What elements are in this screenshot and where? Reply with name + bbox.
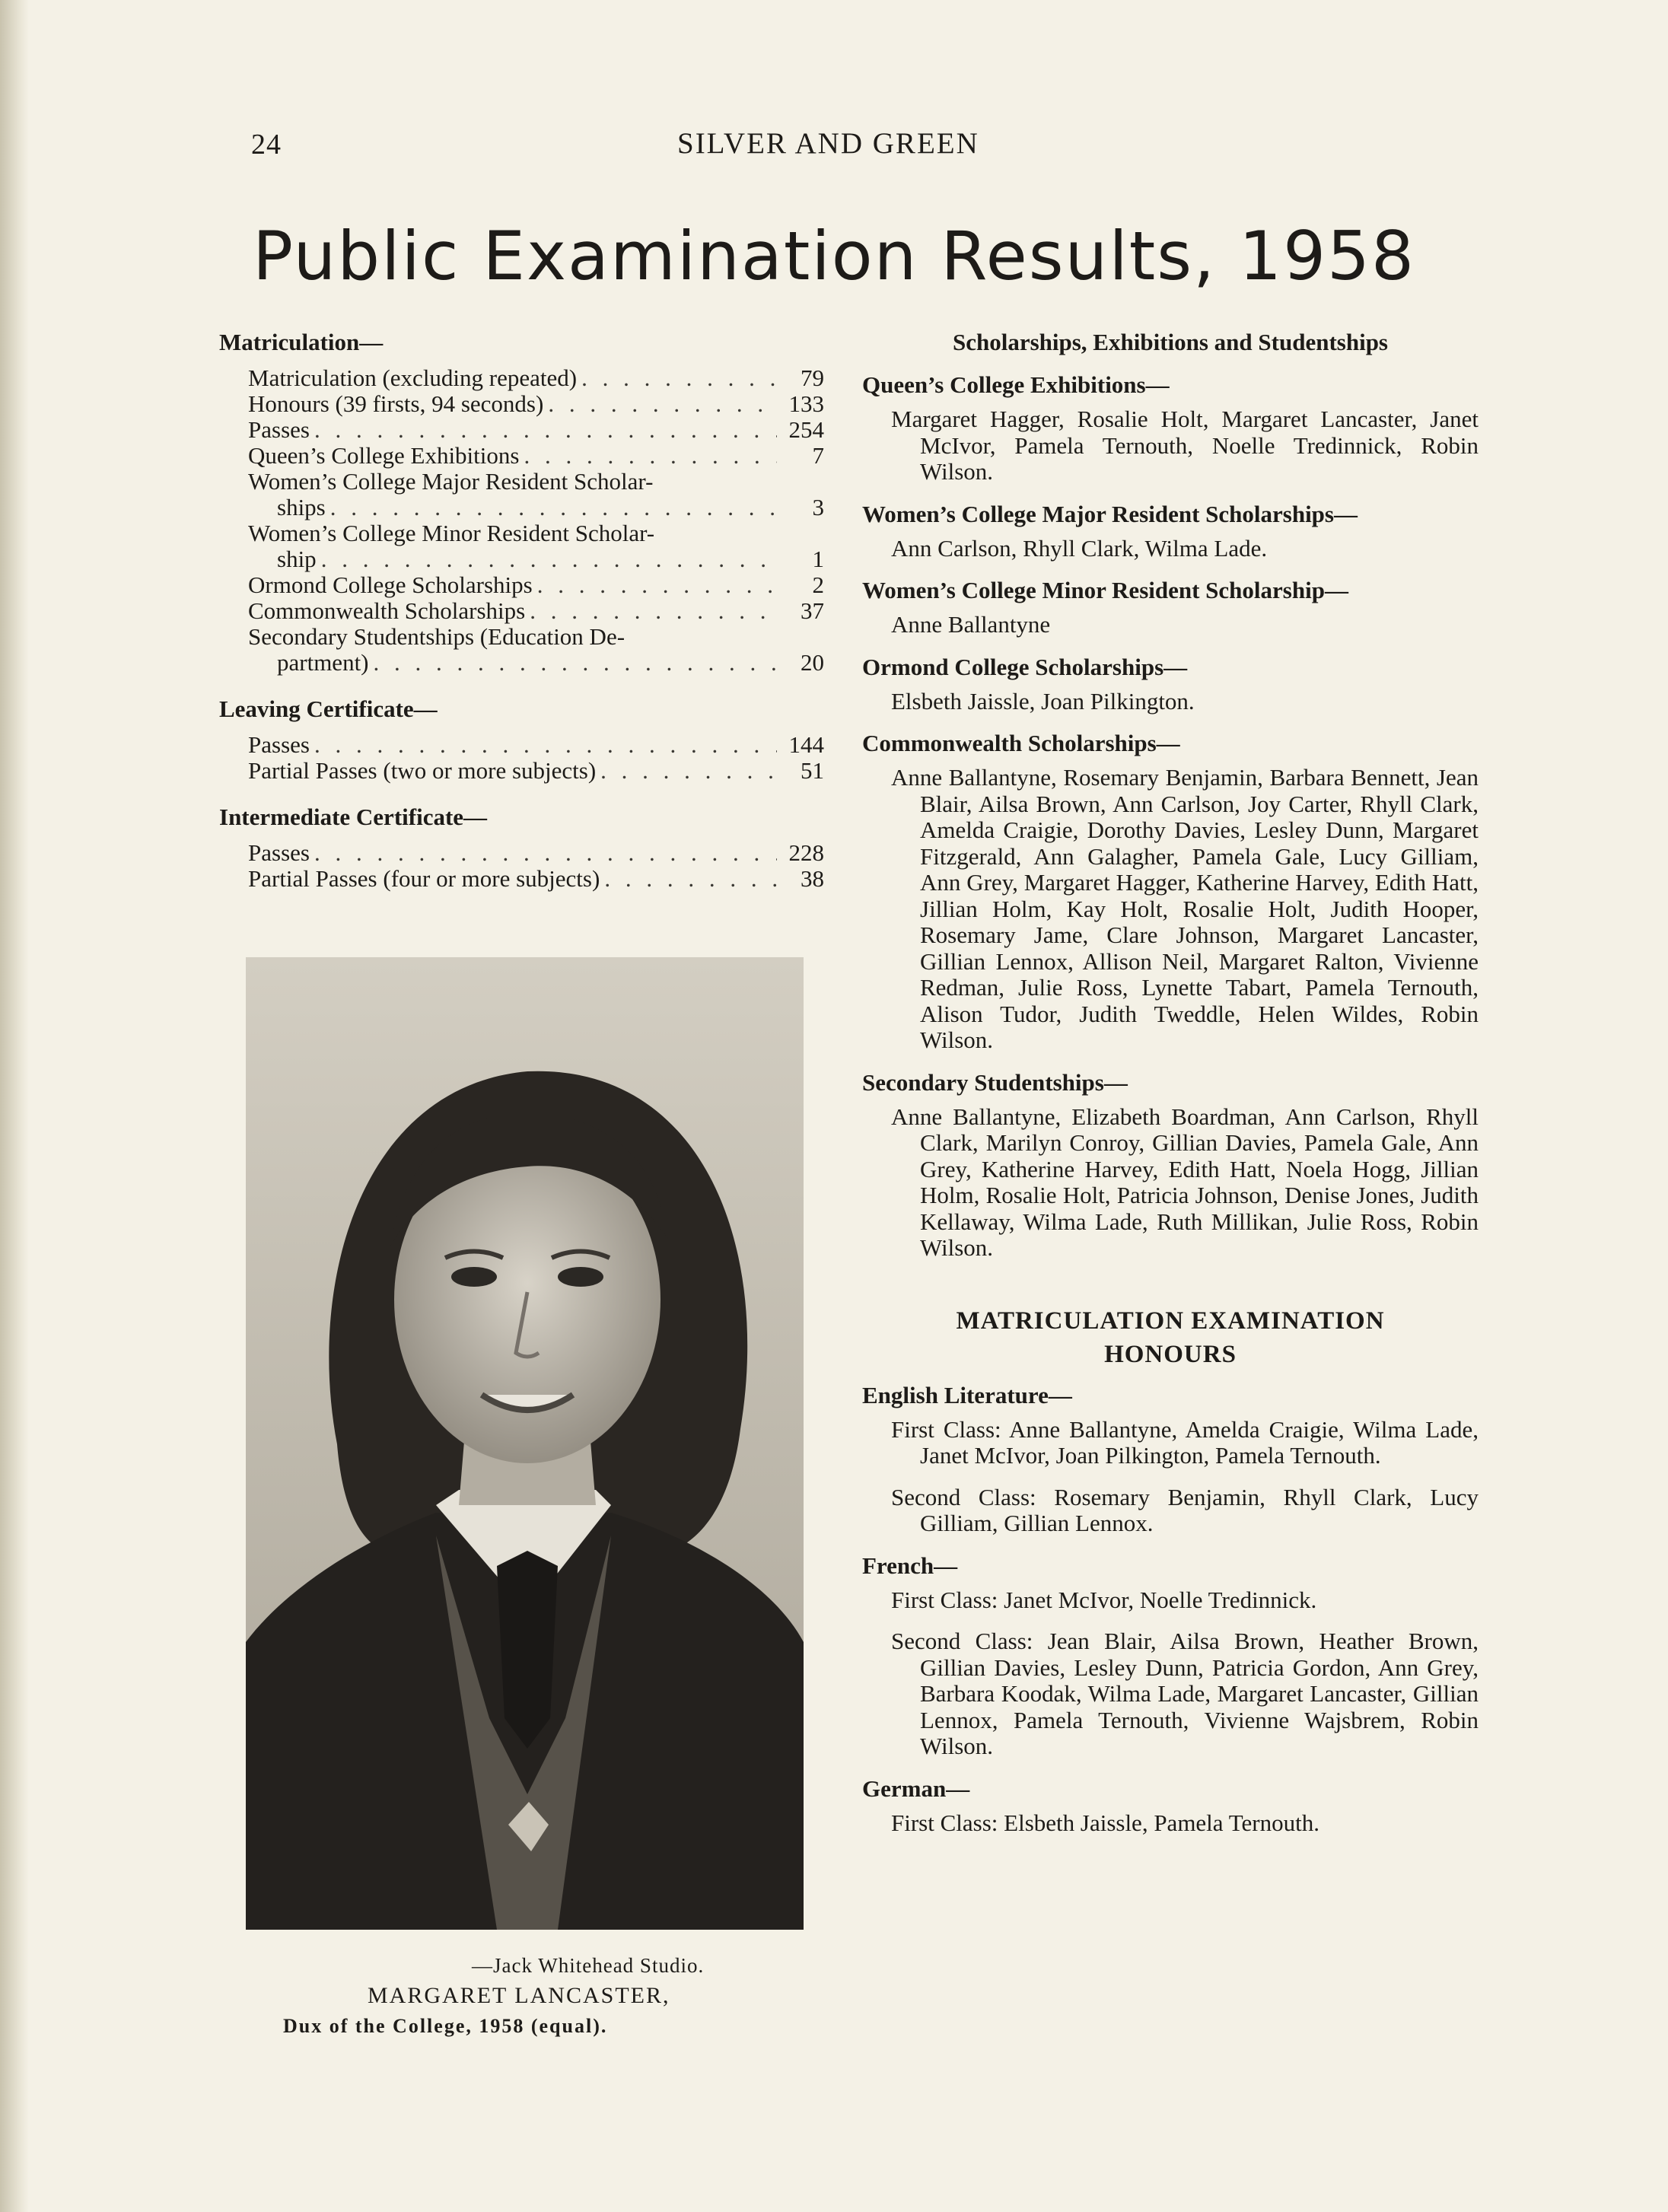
result-row	[219, 572, 824, 598]
portrait-illustration	[246, 957, 804, 1930]
row-label-cont: ships	[277, 494, 326, 520]
result-row	[219, 391, 824, 417]
row-value: 7	[812, 442, 824, 469]
honours-subject-french	[862, 1552, 1479, 1760]
row-value: 20	[801, 649, 824, 676]
section-heading: Commonwealth Scholarships—	[862, 730, 1180, 756]
row-value: 1	[812, 546, 824, 572]
scholarship-section	[862, 1069, 1479, 1262]
section-heading: Leaving Certificate—	[219, 695, 438, 722]
caption-name: MARGARET LANCASTER,	[368, 1983, 670, 2008]
section-heading: Intermediate Certificate—	[219, 804, 488, 830]
photo-credit: —Jack Whitehead Studio.	[472, 1954, 705, 1977]
subject-heading: German—	[862, 1774, 970, 1802]
result-row	[219, 840, 824, 866]
subject-heading: English Literature—	[862, 1381, 1072, 1408]
row-value: 2	[812, 571, 824, 598]
row-value: 3	[812, 494, 824, 520]
section-heading: Women’s College Minor Resident Scholarship—	[862, 577, 1348, 603]
second-class: Second Class: Rosemary Benjamin, Rhyll Clark, Lucy Gilliam, Gillian Lennox.	[891, 1483, 1479, 1536]
row-label: Women’s College Minor Resident Scholar-	[248, 520, 655, 546]
page-number: 24	[251, 129, 282, 161]
row-label: Queen’s College Exhibitions	[248, 442, 520, 469]
result-row	[219, 365, 824, 391]
result-row	[219, 520, 824, 572]
section-heading: Queen’s College Exhibitions—	[862, 371, 1170, 398]
row-label: Matriculation (excluding repeated)	[248, 364, 578, 391]
honours-title-line1: MATRICULATION EXAMINATION	[956, 1307, 1385, 1335]
result-row	[219, 624, 824, 676]
names-list: Anne Ballantyne	[891, 611, 1051, 638]
results-column	[219, 329, 824, 912]
row-label: Women’s College Major Resident Scholar-	[248, 468, 654, 495]
result-row	[219, 443, 824, 469]
row-label: Partial Passes (four or more subjects)	[248, 865, 600, 892]
row-label: Secondary Studentships (Education De-	[248, 623, 626, 650]
row-label: Ormond College Scholarships	[248, 571, 533, 598]
section-heading: Matriculation—	[219, 329, 384, 355]
row-value: 144	[788, 731, 824, 758]
names-list: Ann Carlson, Rhyll Clark, Wilma Lade.	[891, 534, 1268, 562]
row-value: 79	[801, 364, 824, 391]
first-class: First Class: Elsbeth Jaissle, Pamela Ternouth.	[891, 1809, 1319, 1836]
scholarship-section	[862, 730, 1479, 1054]
result-row	[219, 758, 824, 784]
subject-heading: French—	[862, 1552, 958, 1579]
scholarship-section	[862, 577, 1479, 638]
names-list: Anne Ballantyne, Elizabeth Boardman, Ann Carlson, Rhyll Clark, Marilyn Conroy, Gillian Davies, Pamela Gale, Ann Grey, Katherine Harvey, Edith Hatt, Noela Hogg, Jillian Holm, Rosalie Holt, Patricia Johnson, Denise Jones, Judith Kellaway, Wilma Lade, Ruth Millikan, Julie Ross, Robin Wilson.	[891, 1103, 1479, 1261]
running-head: SILVER AND GREEN	[677, 127, 979, 160]
result-row	[219, 469, 824, 520]
intermediate-section	[219, 804, 824, 892]
scholarships-column	[862, 329, 1479, 1851]
row-label: Passes	[248, 839, 310, 866]
first-class: First Class: Anne Ballantyne, Amelda Craigie, Wilma Lade, Janet McIvor, Joan Pilkington, Pamela Ternouth.	[891, 1415, 1479, 1469]
honours-title-line2: HONOURS	[1104, 1340, 1237, 1368]
caption-dux: Dux of the College, 1958 (equal).	[283, 2015, 608, 2037]
row-value: 38	[801, 865, 824, 892]
honours-subject-german	[862, 1775, 1479, 1837]
page-title: Public Examination Results, 1958	[252, 217, 1416, 295]
scholarship-section	[862, 371, 1479, 485]
honours-subject-english	[862, 1382, 1479, 1537]
row-value: 37	[801, 597, 824, 624]
row-label: Honours (39 firsts, 94 seconds)	[248, 390, 544, 417]
result-row	[219, 866, 824, 892]
first-class: First Class: Janet McIvor, Noelle Tredinnick.	[891, 1586, 1317, 1613]
row-value: 51	[801, 757, 824, 784]
scholarship-section	[862, 654, 1479, 715]
row-label: Commonwealth Scholarships	[248, 597, 526, 624]
row-value: 228	[788, 839, 824, 866]
result-row	[219, 732, 824, 758]
row-label: Passes	[248, 731, 310, 758]
scholarships-title: Scholarships, Exhibitions and Studentships	[952, 329, 1389, 355]
names-list: Anne Ballantyne, Rosemary Benjamin, Barbara Bennett, Jean Blair, Ailsa Brown, Ann Carlson, Joy Carter, Rhyll Clark, Amelda Craigie, Dorothy Davies, Lesley Dunn, Margaret Fitzgerald, Ann Galagher, Pamela Gale, Lucy Gilliam, Ann Grey, Margaret Hagger, Katherine Harvey, Edith Hatt, Jillian Holm, Kay Holt, Rosalie Holt, Judith Hooper, Rosemary Jame, Clare Johnson, Margaret Lancaster, Gillian Lennox, Allison Neil, Margaret Ralton, Vivienne Redman, Julie Ross, Lynette Tabart, Pamela Ternouth, Alison Tudor, Judith Tweddle, Helen Wildes, Robin Wilson.	[891, 764, 1479, 1053]
leaving-section	[219, 695, 824, 784]
result-row	[219, 417, 824, 443]
honours-title	[862, 1304, 1479, 1371]
section-heading: Ormond College Scholarships—	[862, 653, 1188, 680]
row-label-cont: ship	[277, 546, 317, 572]
names-list: Margaret Hagger, Rosalie Holt, Margaret Lancaster, Janet McIvor, Pamela Ternouth, Noelle Tredinnick, Robin Wilson.	[891, 406, 1479, 485]
section-heading: Women’s College Major Resident Scholarships—	[862, 500, 1358, 527]
page-spine	[0, 0, 29, 2212]
section-heading: Secondary Studentships—	[862, 1068, 1128, 1096]
second-class: Second Class: Jean Blair, Ailsa Brown, Heather Brown, Gillian Davies, Lesley Dunn, Patricia Gordon, Ann Grey, Barbara Koodak, Wilma Lade, Margaret Lancaster, Gillian Lennox, Pamela Ternouth, Vivienne Wajsbrem, Robin Wilson.	[891, 1628, 1479, 1759]
portrait-photo	[246, 957, 804, 1930]
row-label: Passes	[248, 416, 310, 443]
result-row	[219, 598, 824, 624]
row-label: Partial Passes (two or more subjects)	[248, 757, 597, 784]
row-value: 133	[788, 390, 824, 417]
row-value: 254	[788, 416, 824, 443]
scholarship-section	[862, 501, 1479, 562]
row-label-cont: partment)	[277, 649, 369, 676]
matriculation-section	[219, 329, 824, 676]
names-list: Elsbeth Jaissle, Joan Pilkington.	[891, 687, 1195, 715]
